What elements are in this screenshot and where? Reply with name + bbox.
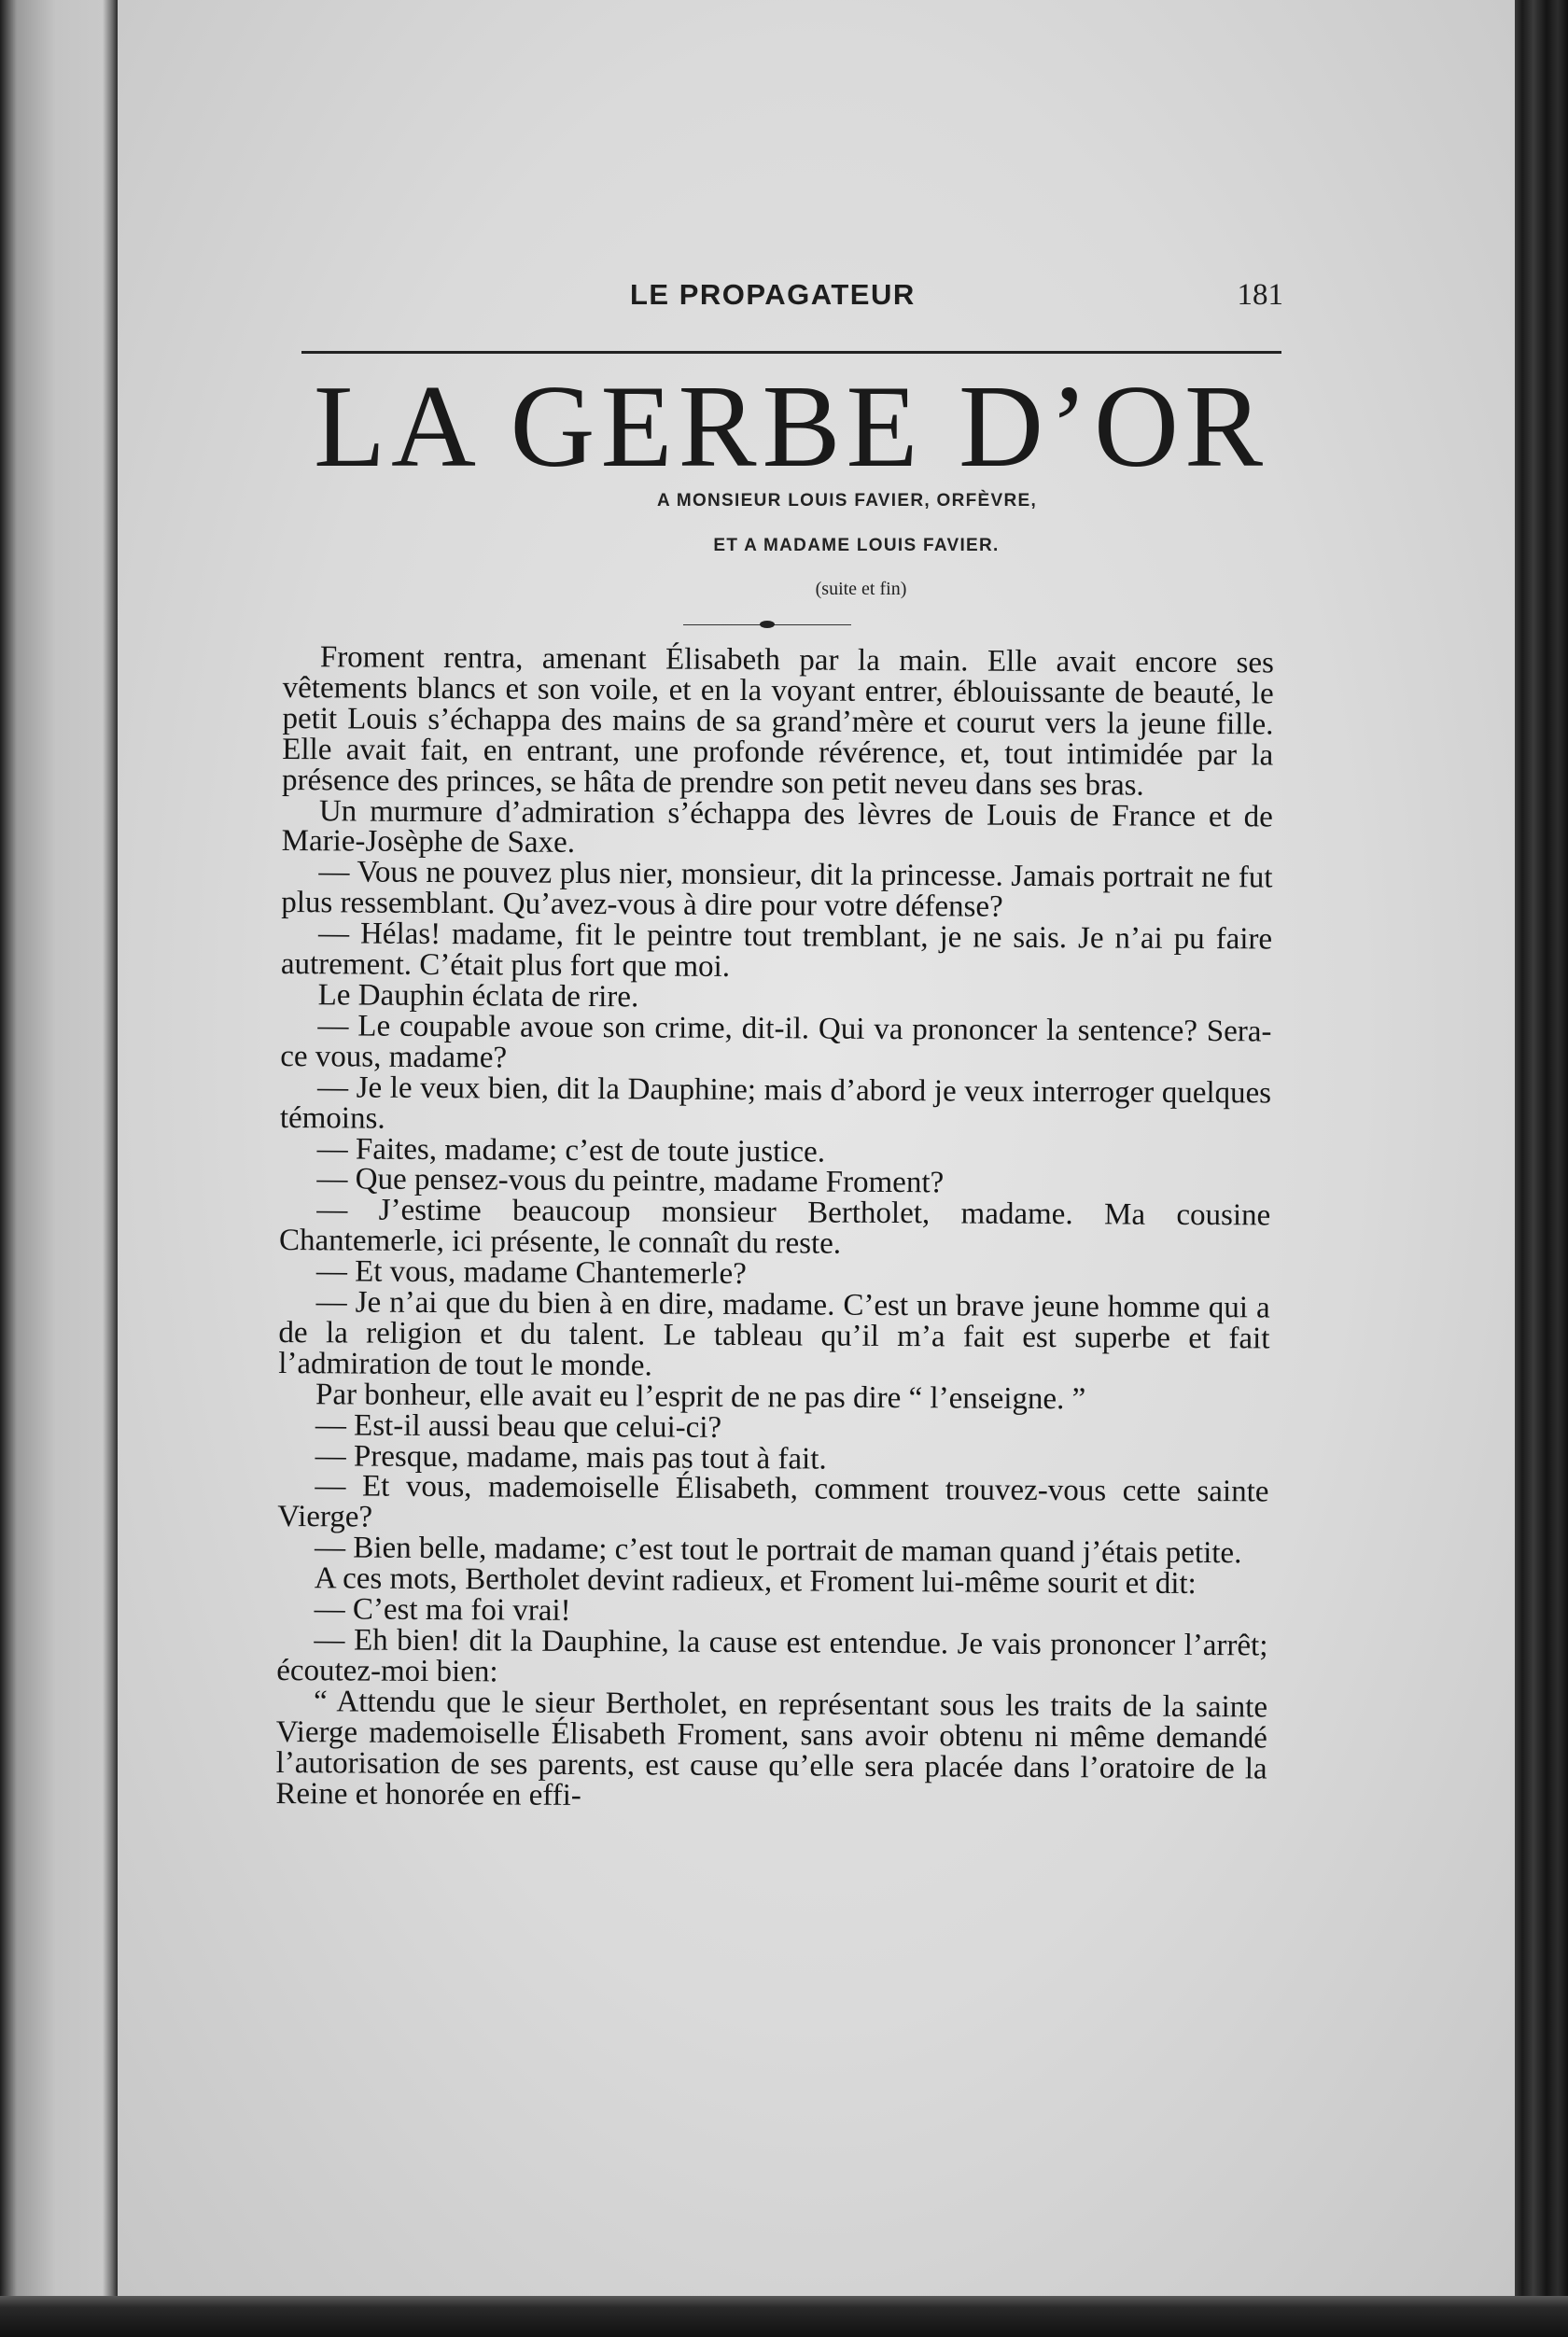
paragraph: — Le coupable avoue son crime, dit-il. Qui va prononcer la sentence? Sera-ce vous, madame? (280, 1009, 1272, 1075)
paragraph: Froment rentra, amenant Élisabeth par la main. Elle avait encore ses vêtements blancs et son voile, et en la voyant entrer, éblouissante de beauté, le petit Louis s’échappa des mains de sa grand’mère et courut vers la jeune fille. Elle avait fait, en entrant, une profonde révérence, et, tout intimidée par la présence des princes, se hâta de prendre son petit neveu dans ses bras. (281, 640, 1274, 803)
paragraph: — Et vous, madame Chantemerle? (315, 1254, 747, 1292)
header-rule (301, 351, 1281, 354)
paragraph: Par bonheur, elle avait eu l’esprit de ne pas dire “ l’enseigne. ” (315, 1377, 1086, 1417)
running-head-title: LE PROPAGATEUR (630, 278, 916, 311)
paragraph: A ces mots, Bertholet devint radieux, et Froment lui-même sourit et dit: (314, 1561, 1197, 1602)
page-number: 181 (1237, 278, 1283, 312)
ornamental-divider (683, 623, 851, 627)
paragraph: — Et vous, mademoiselle Élisabeth, comment trouvez-vous cette sainte Vierge? (277, 1469, 1269, 1534)
previous-page-edge (0, 0, 118, 2337)
paragraph: — J’estime beaucoup monsieur Bertholet, madame. Ma cousine Chantemerle, ici présente, le connaît du reste. (278, 1193, 1271, 1261)
paragraph: — C’est ma foi vrai! (314, 1592, 571, 1628)
book-spine-edge (1515, 0, 1568, 2337)
paragraph: — Faites, madame; c’est de toute justice. (316, 1131, 826, 1169)
continued-note: (suite et fin) (815, 579, 907, 599)
dedication-line-1: A MONSIEUR LOUIS FAVIER, ORFÈVRE, (656, 491, 1038, 511)
article-title: LA GERBE D’OR (314, 362, 1268, 492)
paragraph: “ Attendu que le sieur Bertholet, en représentant sous les traits de la sainte Vierge mademoiselle Élisabeth Froment, sans avoir obtenu ni même demandé l’autorisation de ses parents, est cause qu’elle sera placée dans l’oratoire de la Reine et honorée en effi- (275, 1685, 1268, 1812)
paragraph: Le Dauphin éclata de rire. (317, 978, 639, 1015)
paragraph: — Est-il aussi beau que celui-ci? (315, 1407, 722, 1445)
running-head (299, 278, 1283, 315)
paragraph: — Hélas! madame, fit le peintre tout tremblant, je ne sais. Je n’ai pu faire autrement. C’était plus fort que moi. (280, 917, 1273, 984)
paragraph: — Bien belle, madame; c’est tout le portrait de maman quand j’étais petite. (314, 1531, 1242, 1571)
paragraph: — Presque, madame, mais pas tout à fait. (315, 1438, 827, 1476)
paragraph: — Je le veux bien, dit la Dauphine; mais d’abord je veux interroger quelques témoins. (279, 1070, 1272, 1136)
paragraph: — Eh bien! dit la Dauphine, la cause est entendue. Je vais prononcer l’arrêt; écoutez-moi bien: (276, 1623, 1268, 1689)
paragraph: — Que pensez-vous du peintre, madame Froment? (316, 1162, 945, 1200)
paragraph: — Vous ne pouvez plus nier, monsieur, dit la princesse. Jamais portrait ne fut plus ressemblant. Qu’avez-vous à dire pour votre défense? (281, 855, 1273, 924)
paragraph: Un murmure d’admiration s’échappa des lèvres de Louis de France et de Marie-Josèphe de Saxe. (281, 793, 1273, 861)
bottom-scan-border (0, 2296, 1568, 2337)
paragraph: — Je n’ai que du bien à en dire, madame. C’est un brave jeune homme qui a de la religion et du talent. Le tableau qu’il m’a fait est superbe et fait l’admiration de tout le monde. (278, 1285, 1270, 1383)
dedication-line-2: ET A MADAME LOUIS FAVIER. (713, 536, 1000, 555)
article-body (275, 642, 1274, 1815)
